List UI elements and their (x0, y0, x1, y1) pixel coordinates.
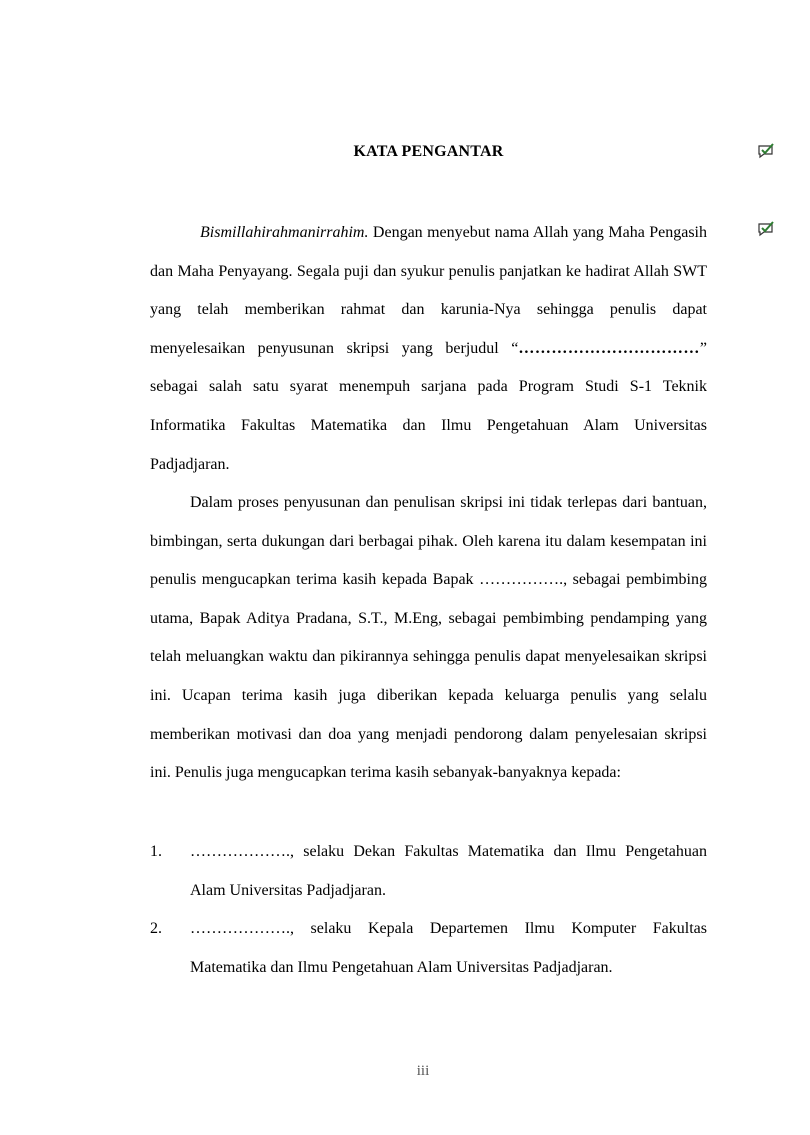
comment-check-icon[interactable] (757, 221, 775, 237)
thanks-list (150, 833, 707, 910)
thesis-title-placeholder: …………………………… (518, 339, 700, 357)
acknowledgement-paragraph: Dalam proses penyusunan dan penulisan skripsi ini tidak terlepas dari bantuan, bimbingan, serta dukungan dari berbagai pihak. Oleh karena itu dalam kesempatan ini penulis mengucapkan terima kasih kepada Bapak ……………., sebagai pembimbing utama, Bapak Aditya Pradana, S.T., M.Eng, sebagai pembimbing pendamping yang telah meluangkan waktu dan pikirannya sehingga penulis dapat menyelesaikan skripsi ini. Ucapan terima kasih juga diberikan kepada keluarga penulis yang selalu memberikan motivasi dan doa yang menjadi pendorong dalam penyelesaian skripsi ini. Penulis juga mengucapkan terima kasih sebanyak-banyaknya kepada: (150, 494, 707, 782)
list-number: 1. (150, 843, 162, 860)
opening-text-a: Dengan menyebut nama Allah yang Maha Pengasih dan Maha Penyayang. Segala puji dan syukur penulis panjatkan ke hadirat Allah SWT yang telah memberikan rahmat dan karunia-Nya sehingga penulis dapat menyelesaikan penyusunan skripsi yang berjudul “ (150, 224, 707, 357)
opening-paragraph (150, 214, 707, 484)
list-text: ………………., selaku Dekan Fakultas Matematika dan Ilmu Pengetahuan Alam Universitas Padjadjaran. (190, 843, 707, 899)
list-number: 2. (150, 920, 162, 937)
thanks-list (150, 910, 707, 987)
list-text: ………………., selaku Kepala Departemen Ilmu Komputer Fakultas Matematika dan Ilmu Pengetahuan Alam Universitas Padjadjaran. (190, 920, 707, 976)
list-item (150, 910, 707, 987)
opening-italic-lead: Bismillahirahmanirrahim. (200, 224, 369, 241)
page-number: iii (416, 1063, 430, 1079)
page-title: KATA PENGANTAR (353, 143, 504, 160)
list-item (150, 833, 707, 910)
comment-check-icon[interactable] (757, 143, 775, 159)
opening-text-b: ” sebagai salah satu syarat menempuh sarjana pada Program Studi S-1 Teknik Informatika Fakultas Matematika dan Ilmu Pengetahuan Alam Universitas Padjadjaran. (150, 339, 707, 473)
